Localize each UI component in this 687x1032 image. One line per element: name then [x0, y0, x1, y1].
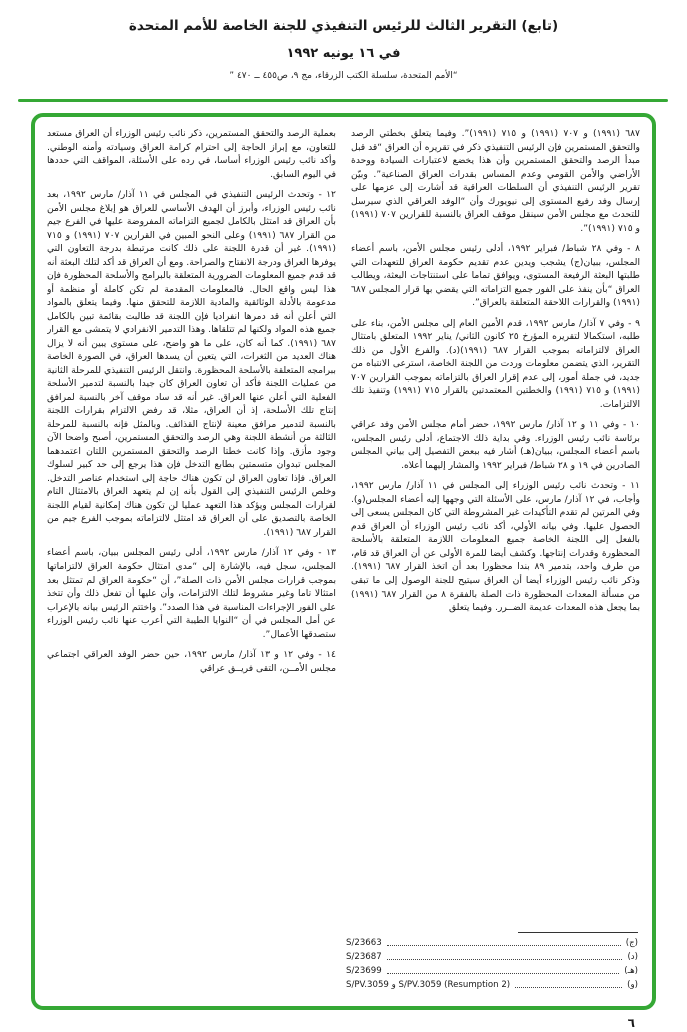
paragraph-10: ١٠ - وفي ١١ و ١٢ آذار/ مارس ١٩٩٢، حضر أمام مجلس الأمن وفد عراقي برئاسة نائب رئيس الوزراء. وفي بداية ذلك الاجتماع، أدلى رئيس المجلس، باسم أعضاء المجلس، ببيان(هـ) أشار فيه ببعض التفصيل إلى بياني المجلس الصادرين في ١٩ و ٢٨ شباط/ فبراير ١٩٩٢ والمشار إليهما أعلاه. [351, 419, 640, 471]
footnote-symbol: S/23663 [346, 938, 382, 948]
footnote-dotted-leader [387, 973, 620, 974]
footnote-marker: (د) [627, 952, 638, 962]
footnote-symbol: S/23687 [346, 952, 382, 962]
header-divider-rule [18, 99, 668, 102]
document-title: (تابع) التقرير الثالث للرئيس التنفيذي للجنة الخاصة للأمم المتحدة [128, 18, 559, 34]
footnotes [346, 932, 638, 994]
footnote-row [346, 980, 638, 990]
right-column [351, 127, 640, 895]
document-header [0, 16, 687, 81]
paragraph-11: ١١ - وتحدث نائب رئيس الوزراء إلى المجلس في ١١ آذار/ مارس ١٩٩٢، وأجاب، في ١٢ آذار/ مارس، على الأسئلة التي وجهها إليه أعضاء المجلس(و). وفي المرتين لم تقدم التأكيدات غير المشروطة التي كان المجلس يسعى إلى الحصول عليها. وفي بيانه الأولي، أكد نائب رئيس الوزراء أن العراق قدم بالفعل إلى اللجنة الخاصة جميع المعلومات اللازمة المتعلقة بالأسلحة المحظورة وقدرات إنتاجها. وكشف أيضا للمرة الأولى عن أن العراق قد قام، من طرف واحد، بتدمير ٨٩ بندا محظورا بعد أن اتخذ القرار ٦٨٧ (١٩٩١). وذكر نائب رئيس الوزراء أيضا أن العراق سيتيح للجنة الوصول إلى ما تبقى من مسألة المعدات المحظورة ذات الصلة بالفقرة ٨ من القرار ٦٨٧ (١٩٩١) بما يجعل هذه المعدات عديمة الضــرر. وفيما يتعلق [351, 480, 640, 614]
green-highlight-box [31, 113, 656, 1010]
two-column-body [47, 127, 640, 996]
document-date: في ١٦ يونيه ١٩٩٢ [286, 45, 401, 61]
footnote-row [346, 966, 638, 976]
paragraph-9: ٩ - وفي ٧ آذار/ مارس ١٩٩٢، قدم الأمين العام إلى مجلس الأمن، بناء على طلبه، استكمالا لتقريره المؤرخ ٢٥ كانون الثاني/ يناير ١٩٩٢ المتعلق بامتثال العراق لالتزاماته بموجب القرار ٦٨٧ (١٩٩١)(د). والفرع الأول من ذلك التقرير، الذي يتضمن معلومات وردت من اللجنة الخاصة، استرعى الانتباه من جديد، في جملة أمور، إلى عدم إقرار العراق بالتزاماته بموجب القرارين ٧٠٧ (١٩٩١) و ٧١٥ (١٩٩١) والخطتين المعتمدتين بالقرار ٧١٥ (١٩٩١) وتنفيذ تلك الالتزامات. [351, 317, 640, 410]
paragraph-13: ١٣ - وفي ١٢ آذار/ مارس ١٩٩٢، أدلى رئيس المجلس ببيان، باسم أعضاء المجلس، سجل فيه، بالإشارة إلى “مدى امتثال حكومة العراق لالتزاماتها بموجب قرارات مجلس الأمن ذات الصلة”، أن “حكومة العراق لم تمتثل بعد امتثالا تاما وغير مشروط لتلك الالتزامات، وأن عليها أن تفعل ذلك وأن تتخذ على الفور الإجراءات المناسبة في هذا الصدد”. واختتم الرئيس بيانه بالإعراب عن أمل المجلس في أن “النوايا الطيبة التي أعرب عنها نائب رئيس الوزراء ستصدقها الأعمال”. [47, 547, 336, 640]
paragraph-continuation-left: بعملية الرصد والتحقق المستمرين، ذكر نائب رئيس الوزراء أن العراق مستعد للتعاون، مع إبراز الحاجة إلى احترام كرامة العراق وسيادته وأمنه الوطني. وأكد نائب رئيس الوزراء أساسا، في رده على الأسئلة، المواقف التي حددها في اليوم السابق. [47, 128, 336, 180]
left-column [47, 127, 336, 989]
document-source: “الأمم المتحدة، سلسلة الكتب الزرقاء، مج ٩، ص٤٥٥ ــ ٤٧٠ ” [229, 70, 458, 81]
page-number: ٦ [627, 1016, 635, 1030]
footnote-dotted-leader [387, 945, 621, 946]
footnote-row [346, 952, 638, 962]
paragraph-14: ١٤ - وفي ١٢ و ١٣ آذار/ مارس ١٩٩٢، حين حضر الوفد العراقي اجتماعي مجلس الأمــن، التقى فريــق عراقي [47, 649, 336, 674]
paragraph-8: ٨ - وفي ٢٨ شباط/ فبراير ١٩٩٢، أدلى رئيس مجلس الأمن، باسم أعضاء المجلس، ببيان(ج) يشجب ويدين عدم تقديم حكومة العراق للتعهدات التي طلبتها البعثة الرفيعة المستوى، ويوافق تماما على استنتاجات البعثة، ويطالب العراق “بأن ينفذ على الفور جميع التزاماته التي يقضي بها قرار المجلس ٦٨٧ (١٩٩١) والقرارات اللاحقة المتعلقة بالعراق”. [351, 243, 640, 309]
footnote-marker: (هـ) [624, 966, 638, 976]
footnote-symbol: S/PV.3059 و S/PV.3059 (Resumption 2) [346, 980, 511, 990]
footnote-marker: (ج) [625, 938, 638, 948]
paragraph-12: ١٢ - وتحدث الرئيس التنفيذي في المجلس في ١١ آذار/ مارس ١٩٩٢، بعد نائب رئيس الوزراء، وأبرز أن الهدف الأساسي للعراق هو إبلاغ مجلس الأمن بأن العراق قد امتثل بالكامل لجميع التزاماته المفروضة عليها في الفرع جيم من القرار ٦٨٧ (١٩٩١) وعلى النحو المبين في القرارين ٧٠٧ (١٩٩١) و ٧١٥ (١٩٩١). غير أن قدرة اللجنة على ذلك كانت مرتبطة بدرجة التعاون التي يوفرها العراق ودرجة الانفتاح والصراحة. ومع أن العراق قد أكد لتلك البعثة أنه قد قدم جميع المعلومات الضرورية المتعلقة بالبرامج والأسلحة المحظورة فإن هذا ليس واقع الحال. فالمعلومات المقدمة لم تكن كاملة أو منظمة أو مدعومة بالأدلة الوثائقية والمادية اللازمة للتحقق منها. وفيما يتعلق بالمواد التي أعلن أنه قد دمرها انفراديا فإن اللجنة قد طالبت بقائمة تبين بالكامل جميع هذه المواد ولكنها لم تتلقاها. وهذا التدمير الانفرادي لا يتمشى مع القرار ٦٨٧ (١٩٩١). كما أنه كان، على ما هو واضح، على مستوى يبين أنه لا يزال هناك العديد من الثغرات، التي يتعين أن يسدها العراق، في الصورة الخاصة ببرامجه المتعلقة بالأسلحة المحظورة. وانتقل الرئيس التنفيذي للمرحلة الثانية من عمليات اللجنة فأكد أن تعاون العراق كان جيدا بالنسبة لتدمير الأسلحة الفعلية التي أعلن عنها العراق. غير أنه قد ساد موقف آخر بالنسبة لمرافق إنتاج تلك الأسلحة، إذ أن العراق، مثلا، قد رفض الالتزام بقرارات اللجنة بالنسبة لتدمير مرافق معينة لإنتاج القذائف. وبالمثل فإنه بالنسبة للمرحلة الثالثة من أنشطة اللجنة وهي الرصد والتحقق المستمرين، أصبح واضحا الآن وجود مأزق. وإذا كانت خطتا الرصد والتحقق المستمرين اللتان اعتمدهما المجلس تبدوان متسمتين بطابع التدخل فإن هذا يرجع إلى حد كبير لسلوك العراق. فإذا تعاون العراق لن تكون هناك حاجة إلى استخدام عناصر التدخل. وخلص الرئيس التنفيذي إلى القول بأنه إن لم يتعهد العراق بالامتثال التام لقرارات المجلس ويؤكد هذا التعهد عمليا لن تكون هناك إمكانية لقيام اللجنة الخاصة بالتصديق على أن العراق قد امتثل لالتزاماته بموجب الفرع جيم من القرار ٦٨٧ (١٩٩١). [47, 189, 336, 538]
footnote-separator [518, 932, 638, 933]
paragraph-continuation-right: ٦٨٧ (١٩٩١) و ٧٠٧ (١٩٩١) و ٧١٥ (١٩٩١)”. وفيما يتعلق بخطتي الرصد والتحقق المستمرين فإن الرئيس التنفيذي ذكر في تقريره أن العراق “قد قبل مبدأ الرصد والتحقق المستمرين وأن هذا يخضع لاعتبارات السيادة ووحدة الأراضي والأمن القومي وعدم المساس بقدرات العراق الصناعية”. وبيّن تقرير الرئيس التنفيذي أن السلطات العراقية قد أشارت إلى عزمها على إرسال وفد رفيع المستوى إلى نيويورك وأن “الوفد العراقي الذي سيرسل للتحدث مع مجلس الأمن سينقل موقف العراق بالنسبة للقرارين ٧٠٧ (١٩٩١) و ٧١٥ (١٩٩١)”. [351, 128, 640, 234]
footnote-symbol: S/23699 [346, 966, 382, 976]
footnote-dotted-leader [387, 959, 623, 960]
footnote-dotted-leader [515, 987, 622, 988]
footnote-row [346, 938, 638, 948]
footnote-marker: (و) [627, 980, 638, 990]
